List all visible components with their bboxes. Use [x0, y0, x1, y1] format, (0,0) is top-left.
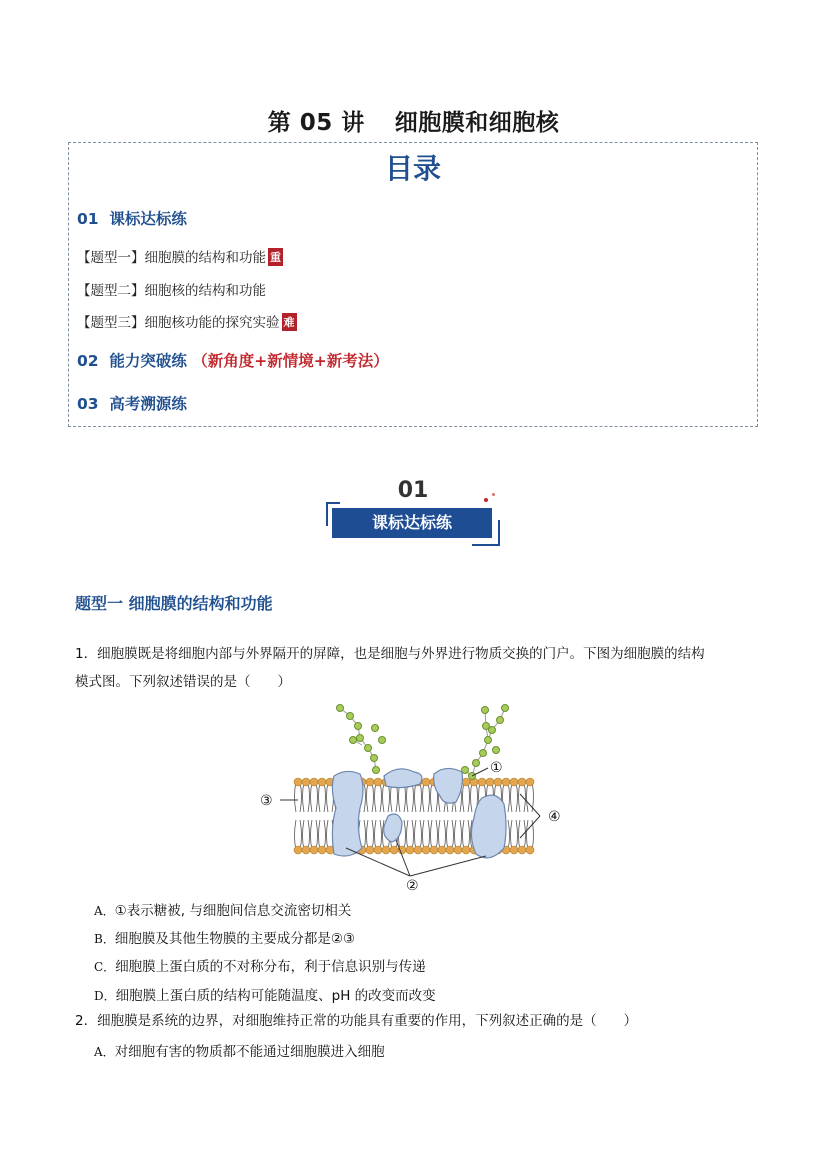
toc-section-02[interactable]	[77, 349, 389, 371]
question-1-stem-line-1: 1．细胞膜既是将细胞内部与外界隔开的屏障，也是细胞与外界进行物质交换的门户。下图为细胞膜的结构	[75, 646, 705, 662]
lipid-tail	[303, 820, 310, 850]
lipid-tail	[375, 820, 382, 850]
banner-corner-line	[326, 502, 340, 504]
toc-section-03[interactable]	[77, 392, 187, 414]
lipid-tail	[303, 782, 310, 812]
title-topic: 细胞膜和细胞核	[394, 110, 560, 136]
question-1-option-b[interactable]	[94, 927, 355, 947]
lipid-tail	[295, 820, 302, 850]
lipid-head	[422, 778, 430, 786]
lipid-head	[382, 846, 390, 854]
toc-item-label: 【题型一】细胞膜的结构和功能	[77, 250, 266, 266]
toc-item-type-2[interactable]	[77, 279, 266, 299]
lipid-head	[518, 846, 526, 854]
question-2-option-a[interactable]	[94, 1040, 385, 1060]
lipid-head	[310, 778, 318, 786]
lipid-tail	[407, 820, 414, 850]
lipid-tail	[319, 782, 326, 812]
toc-item-type-1[interactable]	[77, 246, 283, 266]
label-2: ②	[406, 878, 419, 893]
option-text: 对细胞有害的物质都不能通过细胞膜进入细胞	[114, 1044, 385, 1060]
lipid-tail	[367, 782, 374, 812]
lipid-tail	[439, 820, 446, 850]
section-banner	[322, 478, 504, 548]
option-letter: A．	[94, 1045, 115, 1059]
toc-heading: 目录	[384, 152, 441, 185]
label-4: ④	[548, 809, 561, 825]
lipid-head	[318, 778, 326, 786]
lipid-head	[390, 846, 398, 854]
question-2-stem: 2．细胞膜是系统的边界，对细胞维持正常的功能具有重要的作用，下列叙述正确的是（ ）	[75, 1013, 638, 1029]
option-letter: D．	[94, 989, 116, 1003]
toc-item-label: 【题型三】细胞核功能的探究实验	[77, 315, 280, 331]
section-title: 题型一 细胞膜的结构和功能	[75, 594, 273, 613]
difficult-badge: 难	[282, 313, 297, 331]
option-text: 细胞膜上蛋白质的不对称分布，利于信息识别与传递	[115, 959, 426, 975]
lipid-head	[406, 846, 414, 854]
lipid-tail	[319, 820, 326, 850]
lipid-head	[462, 846, 470, 854]
lipid-tail	[423, 782, 430, 812]
lipid-head	[510, 778, 518, 786]
decor-dot	[484, 498, 488, 502]
title-lecture-number: 第 05 讲	[267, 110, 365, 136]
lipid-tail	[423, 820, 430, 850]
lipid-head	[294, 778, 302, 786]
lipid-head	[462, 778, 470, 786]
banner-number: 01	[397, 478, 429, 503]
banner-corner-line	[326, 502, 328, 526]
lipid-head	[502, 778, 510, 786]
toc-section-01[interactable]	[77, 207, 187, 229]
lipid-head	[422, 846, 430, 854]
option-letter: C．	[94, 960, 116, 974]
lipid-tail	[519, 820, 526, 850]
toc-section-label: 高考溯源练	[109, 395, 187, 413]
lipid-head	[454, 846, 462, 854]
lipid-tail	[455, 820, 462, 850]
lipid-tail	[375, 782, 382, 812]
option-text: 细胞膜上蛋白质的结构可能随温度、pH 的改变而改变	[115, 988, 436, 1004]
lipid-head	[518, 778, 526, 786]
lipid-tail	[511, 820, 518, 850]
lipid-head	[366, 846, 374, 854]
lipid-head	[414, 846, 422, 854]
key-badge: 重	[268, 248, 283, 266]
banner-corner-line	[472, 544, 500, 546]
toc-section-num: 01	[77, 210, 99, 228]
question-1-option-c[interactable]	[94, 955, 426, 975]
toc-section-label: 能力突破练	[109, 352, 187, 370]
lipid-head	[438, 846, 446, 854]
lipid-head	[294, 846, 302, 854]
table-of-contents	[68, 142, 758, 427]
toc-item-label: 【题型二】细胞核的结构和功能	[77, 283, 266, 299]
label-1: ①	[490, 760, 503, 776]
lipid-head	[526, 846, 534, 854]
lipid-tail	[311, 820, 318, 850]
lipid-head	[366, 778, 374, 786]
toc-section-num: 03	[77, 395, 99, 413]
lipid-tail	[311, 782, 318, 812]
lipid-head	[494, 778, 502, 786]
document-title	[0, 104, 827, 137]
lipid-head	[374, 846, 382, 854]
lipid-head	[478, 778, 486, 786]
question-1-option-a[interactable]	[94, 899, 351, 919]
toc-section-num: 02	[77, 352, 99, 370]
lipid-head	[526, 778, 534, 786]
glycocalyx-chains	[337, 705, 509, 780]
lipid-tail	[463, 820, 470, 850]
toc-section-label: 课标达标练	[109, 210, 187, 228]
lipid-head	[310, 846, 318, 854]
toc-item-type-3[interactable]	[77, 311, 297, 331]
toc-section-extra: （新角度+新情境+新考法）	[192, 352, 389, 370]
lipid-head	[302, 778, 310, 786]
lipid-head	[374, 778, 382, 786]
decor-dot	[492, 493, 495, 496]
lipid-tail	[415, 820, 422, 850]
lipid-tail	[519, 782, 526, 812]
banner-corner-line	[498, 520, 500, 546]
label-3: ③	[260, 793, 273, 809]
lipid-head	[486, 778, 494, 786]
lipid-head	[318, 846, 326, 854]
lipid-head	[302, 846, 310, 854]
option-text: ①表示糖被, 与细胞间信息交流密切相关	[114, 903, 352, 919]
cell-membrane-diagram	[250, 698, 580, 893]
option-letter: B．	[94, 932, 115, 946]
lipid-tail	[511, 782, 518, 812]
lipid-tail	[367, 820, 374, 850]
option-letter: A．	[94, 904, 115, 918]
question-1-stem	[75, 640, 765, 696]
lipid-tail	[447, 820, 454, 850]
question-1-option-d[interactable]	[94, 984, 436, 1004]
lipid-head	[446, 846, 454, 854]
banner-label: 课标达标练	[332, 508, 492, 538]
option-text: 细胞膜及其他生物膜的主要成分都是②③	[114, 931, 356, 947]
lipid-tail	[463, 782, 470, 812]
lipid-head	[430, 846, 438, 854]
lipid-tail	[431, 820, 438, 850]
lipid-tail	[295, 782, 302, 812]
lipid-head	[510, 846, 518, 854]
question-1-stem-line-2: 模式图。下列叙述错误的是（ ）	[75, 674, 291, 690]
lipid-tail	[415, 782, 422, 812]
